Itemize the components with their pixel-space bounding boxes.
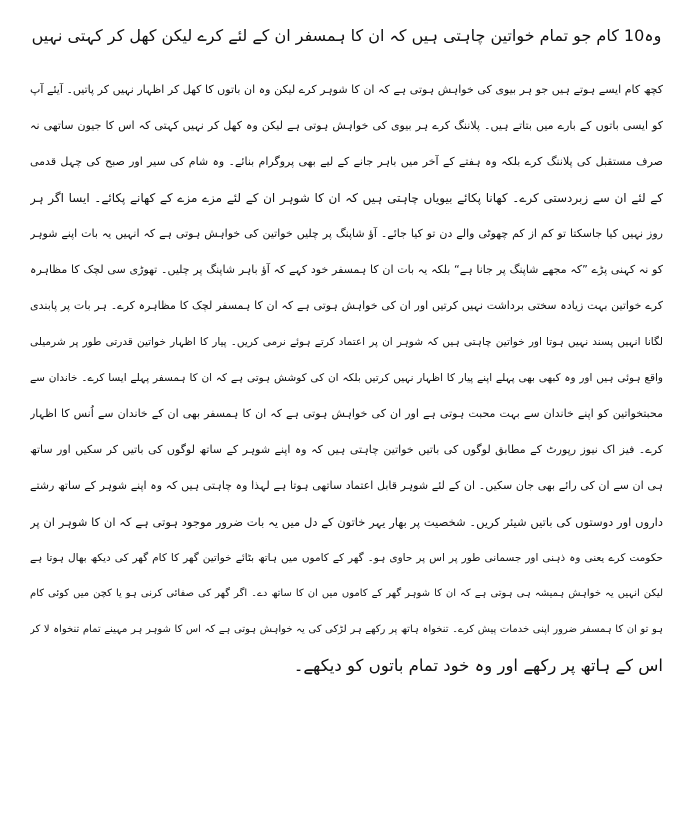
article-line: ہو تو ان کا ہمسفر ضرور اپنی خدمات پیش کرے۔ تنخواہ ہاتھ پر رکھے ہر لڑکی کی یہ خواہش ہوتی ہے کہ اس کا شوہر ہر مہینے تمام تنخواہ لا کر — [30, 624, 663, 635]
article-body — [30, 72, 663, 684]
article-line: کے لئے ان سے زبردستی کرے۔ کھانا پکائے بیویاں چاہتی ہیں کہ ان کا شوہر ان کے لئے مزے مزے کے کھانے پکائے۔ ایسا اگر ہر — [30, 191, 663, 205]
article-headline: وہ10 کام جو تمام خواتین چاہتی ہیں کہ ان کا ہمسفر ان کے لئے کرے لیکن کھل کر کہتی نہیں — [31, 26, 662, 45]
article-line: داروں اور دوستوں کی باتیں شیئر کریں۔ شخصیت پر بھار یہر خاتون کے دل میں یہ بات ضرور موجود ہوتی ہے کہ ان کا شوہر ان پر — [30, 515, 663, 529]
article-line: لیکن انہیں یہ خواہش ہمیشہ ہی ہوتی ہے کہ ان کا شوہر گھر کے کاموں میں ان کا ساتھ دے۔ اگر گھر کی صفائی کرنی ہو یا کچن میں کوئی کام — [30, 588, 663, 599]
article-line: روز نہیں کیا جاسکتا تو کم از کم چھوٹی والے دن تو کیا جائے۔ آؤ شاپنگ پر چلیں خواتین کی خواہش ہوتی ہے کہ انہیں یہ بات اپنے شوہر — [30, 227, 663, 240]
article-line: محبتخواتین کو اپنے خاندان سے بہت محبت ہوتی ہے اور ان کی خواہش ہوتی ہے کہ ان کا ہمسفر بھی ان کے خاندان سے اُنس کا اظہار — [30, 407, 663, 420]
article-line: لگانا انہیں پسند نہیں ہوتا اور خواتین چاہتی ہیں کہ شوہر ان پر اعتماد کرتے ہوئے نرمی کریں۔ پیار کا اظہار خواتین قدرتی طور پر شرمیلی — [30, 336, 663, 348]
article-line: اس کے ہاتھ پر رکھے اور وہ خود تمام باتوں کو دیکھے۔ — [293, 656, 663, 675]
article-line: صرف مستقبل کی پلاننگ کرے بلکہ وہ ہفتے کے آخر میں باہر جانے کے لیے بھی پروگرام بنائے۔ وہ شام کی سیر اور صبح کی چہل قدمی — [30, 155, 663, 168]
article-line: کرے خواتین بہت زیادہ سختی برداشت نہیں کرتیں اور ان کی خواہش ہوتی ہے کہ ان کا ہمسفر لچک کا مظاہرہ کرے۔ ہر بات پر پابندی — [30, 299, 663, 312]
article-line: واقع ہوئی ہیں اور وہ کبھی بھی پہلے اپنے پیار کا اظہار نہیں کرتیں بلکہ ان کی کوشش ہوتی ہے کہ ان کا ہمسفر پہلے ایسا کرے۔ خاندان سے — [30, 372, 663, 384]
article-line: کچھ کام ایسے ہوتے ہیں جو ہر بیوی کی خواہش ہوتی ہے کہ ان کا شوہر کرے لیکن وہ ان باتوں کا کھل کر اظہار نہیں کر پاتیں۔ آیئے آپ — [30, 83, 663, 96]
article-line: حکومت کرے یعنی وہ ذہنی اور جسمانی طور پر اس پر حاوی ہو۔ گھر کے کاموں میں ہاتھ بٹائے خواتین گھر کا کام گھر کی دیکھ بھال ہوتا ہے — [30, 552, 663, 564]
article-line: ہی ان سے ان کی رائے بھی جان سکیں۔ ان کے لئے شوہر قابل اعتماد ساتھی ہوتا ہے لہذا وہ چاہتی ہیں کہ وہ اپنے شوہر کے ساتھ رشتے — [30, 479, 663, 492]
article-line: کو نہ کہنی پڑے ”کہ مجھے شاپنگ پر جانا ہے“ بلکہ یہ بات ان کا ہمسفر خود کہے کہ آؤ باہر شاپنگ پر چلیں۔ تھوڑی سی لچک کا مظاہرہ — [30, 263, 663, 276]
article-line: کو ایسی باتوں کے بارے میں بتاتے ہیں۔ پلاننگ کرے ہر بیوی کی خواہش ہوتی ہے لیکن وہ کھل کر نہیں کہتی کہ اس کا جیون ساتھی نہ — [30, 119, 663, 132]
article-line: کرے۔ فیز اک نیوز رپورٹ کے مطابق لوگوں کی باتیں خواتین چاہتی ہیں کہ وہ اپنے شوہر کے ساتھ لوگوں کی باتیں کر سکیں اور ساتھ — [30, 443, 663, 456]
